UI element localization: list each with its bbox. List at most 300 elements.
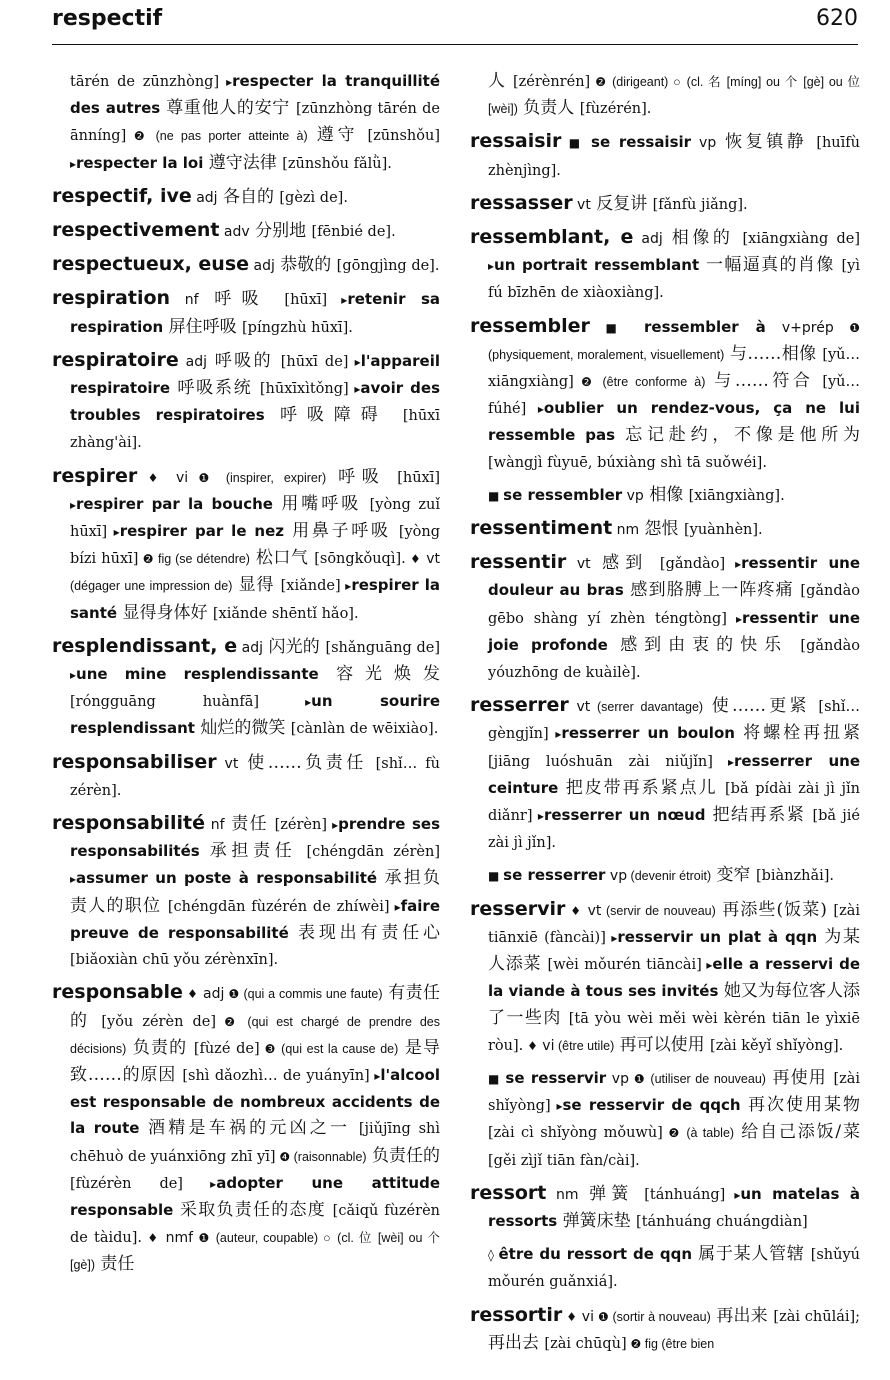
- usage-note: (raisonnable): [290, 1149, 367, 1164]
- grammar-label: vt: [421, 551, 441, 568]
- usage-note: (dégager une impression de): [70, 579, 233, 594]
- chinese-translation: 为某人添菜: [488, 926, 860, 975]
- pinyin: [tánhuáng chuángdiàn]: [636, 1213, 808, 1230]
- pinyin: [chéngdān zérèn]: [306, 844, 441, 861]
- grammar-label: vp: [691, 135, 717, 152]
- marker-symbol: ❷: [216, 1014, 240, 1029]
- pinyin: [biǎoxiàn chū yǒu zérènxīn].: [70, 952, 279, 969]
- page-number: 620: [816, 6, 858, 31]
- marker-symbol: ▸: [725, 557, 742, 572]
- pinyin: [bǎ pídài zài jì jǐn diǎnr]: [488, 780, 861, 825]
- marker-symbol: ▸: [182, 1176, 217, 1191]
- chinese-translation: 相像的: [662, 228, 743, 249]
- marker-symbol: ♦: [142, 1231, 160, 1246]
- chinese-translation: 再次使用某物: [740, 1095, 860, 1116]
- grammar-label: vt: [568, 699, 591, 716]
- dictionary-entry: [470, 862, 860, 889]
- example-phrase: retenir sa respiration: [70, 290, 440, 336]
- chinese-translation: 显得: [232, 575, 281, 596]
- dictionary-entry: [470, 549, 860, 686]
- pinyin: [bǎ jié zài jì jǐn].: [488, 808, 860, 852]
- marker-symbol: ▸: [389, 899, 401, 914]
- marker-symbol: ▸: [348, 382, 361, 397]
- chinese-translation: 一幅逼真的肖像: [699, 255, 842, 276]
- marker-symbol: ▸: [107, 525, 120, 540]
- grammar-label: vt: [572, 196, 591, 213]
- dictionary-entry: [470, 896, 860, 1059]
- marker-symbol: ▸: [726, 611, 743, 626]
- dictionary-entry: [470, 515, 860, 543]
- marker-symbol: ▸: [712, 754, 734, 769]
- dictionary-entry: [470, 128, 860, 183]
- marker-symbol: ❷: [662, 1126, 682, 1141]
- marker-symbol: ❶: [833, 320, 861, 335]
- marker-symbol: ▸: [605, 930, 618, 945]
- dictionary-entry: [470, 1065, 860, 1174]
- example-phrase: un portrait ressemblant: [494, 256, 700, 275]
- marker-symbol: ▸: [70, 156, 77, 171]
- marker-symbol: ♦: [182, 987, 199, 1002]
- chinese-translation: 相像: [643, 484, 689, 505]
- chinese-translation: 用嘴呼吸: [272, 493, 370, 514]
- grammar-label: v+prép: [765, 319, 834, 336]
- marker-symbol: ♦: [562, 1309, 578, 1324]
- marker-symbol: ❷: [590, 75, 608, 89]
- grammar-label: nf: [170, 292, 199, 309]
- chinese-translation: 恢复镇静: [716, 132, 817, 153]
- headword: resservir: [470, 897, 566, 920]
- pinyin: [yì fú bīzhēn de xiàoxiàng].: [488, 258, 861, 302]
- chinese-translation: 属于某人管辖: [692, 1244, 811, 1265]
- dictionary-entry: [52, 463, 440, 627]
- chinese-translation: 给自己添饭/菜: [734, 1122, 860, 1143]
- marker-symbol: ▸: [348, 354, 361, 369]
- chinese-translation: 弹簧床垫: [557, 1210, 637, 1231]
- pinyin: [jiǔjīng shì chēhuò de yuánxiōng zhī yī]: [70, 1121, 440, 1165]
- usage-note: (ne pas porter atteinte à): [148, 129, 308, 144]
- usage-note: (être conforme à): [595, 375, 706, 390]
- usage-note: (devenir étroit): [627, 869, 712, 884]
- chinese-translation: 酒精是车祸的元凶之一: [139, 1118, 359, 1139]
- pinyin: [wèi mǒurén tiāncài]: [547, 957, 702, 974]
- usage-note: fig (être bien: [641, 1336, 715, 1351]
- marker-symbol: ❷: [138, 552, 155, 567]
- example-phrase: respirer par la bouche: [76, 494, 273, 513]
- pinyin: [hūxī de]: [280, 353, 349, 370]
- marker-symbol: ♦: [405, 552, 422, 567]
- chinese-translation: 忘记赴约，不像是他所为: [615, 425, 861, 446]
- dictionary-entry: [470, 1241, 860, 1295]
- usage-note: (serrer davantage): [590, 700, 704, 715]
- chinese-translation: 再可以使用: [614, 1034, 711, 1055]
- marker-symbol: ❷: [626, 1336, 642, 1351]
- marker-symbol: ❷: [573, 375, 596, 390]
- usage-note: (inspirer, expirer): [215, 470, 327, 485]
- headword: resplendissant, e: [52, 634, 238, 657]
- chinese-translation: 承担负责人的职位: [70, 868, 440, 916]
- chinese-translation: 负责的: [126, 1037, 194, 1058]
- pinyin: [zài chūlái];: [773, 1308, 861, 1325]
- grammar-label: vt: [566, 556, 591, 573]
- pinyin: [cǎiqǔ fùzérèn de tàidu].: [70, 1202, 440, 1247]
- pinyin: [zài shǐyòng]: [488, 1070, 861, 1115]
- example-phrase: respecter la tranquillité des autres: [70, 72, 440, 118]
- pinyin: [biànzhǎi].: [755, 868, 835, 885]
- pinyin: [gǎndào yóuzhōng de kuàilè].: [488, 637, 860, 682]
- pinyin: [zérèn]: [274, 817, 327, 834]
- pinyin: [gǎndào gēbo shàng yí zhèn téngtòng]: [488, 583, 860, 627]
- marker-symbol: ▸: [488, 259, 495, 274]
- chinese-translation: 再出来: [710, 1305, 774, 1326]
- pinyin: [yǔ… fúhé]: [488, 374, 861, 418]
- marker-symbol: ❶: [628, 1071, 646, 1086]
- example-phrase: être du ressort de qqn: [498, 1245, 693, 1264]
- pinyin: [chéngdān fùzérén de zhíwèi]: [167, 898, 390, 915]
- dictionary-entry: [470, 1180, 860, 1235]
- chinese-translation: 分别地: [249, 221, 312, 242]
- marker-symbol: ■: [488, 488, 504, 503]
- grammar-label: nm: [612, 522, 640, 539]
- subentry-phrase: se ressaisir: [591, 133, 692, 152]
- pinyin: [sōngkǒuqì].: [314, 551, 406, 568]
- chinese-translation: 呼吸系统: [170, 378, 260, 399]
- chinese-translation: 呼吸的: [206, 350, 281, 371]
- guide-word: respectif: [52, 6, 163, 31]
- marker-symbol: ♦: [523, 1038, 538, 1053]
- usage-note: (utiliser de nouveau): [645, 1071, 766, 1086]
- pinyin: [tánhuáng]: [644, 1186, 726, 1203]
- pinyin: [fùzé de]: [193, 1040, 260, 1057]
- example-phrase: respirer par le nez: [119, 522, 285, 541]
- example-phrase: ressentir une douleur au bras: [488, 554, 861, 600]
- pinyin: [zūnshǒu]: [367, 128, 440, 145]
- usage-note: (physiquement, moralement, visuellement): [488, 347, 725, 362]
- example-phrase: resserrer un boulon: [561, 724, 735, 743]
- grammar-label: adj: [191, 189, 218, 206]
- pinyin: [cànlàn de wēixiào].: [290, 721, 439, 738]
- chinese-translation: 表现出有责任心: [288, 922, 440, 943]
- marker-symbol: ❸: [259, 1041, 277, 1056]
- example-phrase: une mine resplendissante: [76, 665, 319, 684]
- pinyin: [zài chūqù]: [544, 1335, 627, 1352]
- chinese-translation: 怨恨: [639, 519, 684, 540]
- marker-symbol: ♦: [565, 903, 583, 918]
- pinyin: [zūnshǒu fǎlǜ].: [282, 155, 392, 172]
- example-phrase: un matelas à ressorts: [488, 1184, 860, 1230]
- marker-symbol: ■: [488, 869, 504, 884]
- chinese-translation: 各自的: [217, 186, 280, 207]
- chinese-translation: 感到胳膊上一阵疼痛: [623, 580, 801, 601]
- pinyin: [shǐ… gèngjǐn]: [488, 699, 860, 743]
- dictionary-entry: [470, 692, 860, 856]
- grammar-label: vi: [577, 1308, 594, 1325]
- pinyin: [zūnzhòng tārén de ānníng]: [70, 101, 440, 145]
- grammar-label: nmf: [159, 1230, 194, 1247]
- marker-symbol: ▸: [340, 579, 352, 594]
- grammar-label: adj: [198, 986, 225, 1003]
- headword: ressasser: [470, 191, 573, 214]
- chinese-translation: 负责任的: [366, 1145, 440, 1166]
- pinyin: [fǎnfù jiǎng].: [652, 196, 748, 213]
- chinese-translation: 负责人: [517, 98, 580, 119]
- example-phrase: respecter la loi: [76, 153, 204, 172]
- chinese-translation: 显得身体好: [117, 602, 213, 623]
- marker-symbol: ▸: [369, 1068, 381, 1083]
- pinyin: [yòng zuǐ hūxī]: [70, 496, 440, 541]
- example-phrase: avoir des troubles respiratoires: [70, 379, 440, 425]
- grammar-label: vt: [216, 755, 239, 772]
- dictionary-entry: [52, 347, 440, 457]
- marker-symbol: ▸: [70, 668, 77, 683]
- pinyin: [yǔ… xiāngxiàng]: [488, 346, 860, 391]
- example-phrase: adopter une attitude responsable: [70, 1173, 440, 1219]
- pinyin: [fēnbié de].: [311, 224, 396, 241]
- pinyin: [gèzì de].: [279, 189, 348, 206]
- pinyin: tārén de zūnzhòng]: [70, 74, 220, 90]
- grammar-label: nf: [204, 817, 225, 834]
- marker-symbol: ▸: [70, 872, 77, 887]
- headword: respectueux, euse: [52, 253, 250, 276]
- marker-symbol: ♦: [137, 470, 165, 485]
- headword: ressembler: [470, 314, 590, 337]
- subentry-phrase: ressembler à: [644, 317, 766, 336]
- grammar-label: vp: [605, 868, 628, 885]
- example-phrase: respirer la santé: [70, 576, 440, 622]
- marker-symbol: ■: [589, 320, 644, 335]
- pinyin: [jiāng luóshuān zài niǔjǐn]: [488, 753, 713, 770]
- example-phrase: l'appareil respiratoire: [70, 351, 440, 398]
- pinyin: [hūxī]: [284, 292, 328, 309]
- usage-note: (qui est la cause de): [276, 1041, 399, 1056]
- page-header: [52, 4, 858, 45]
- usage-note: (qui a commis une faute): [239, 987, 383, 1002]
- chinese-translation: 使……负责任: [238, 752, 376, 773]
- headword: respiration: [52, 287, 171, 310]
- dictionary-entry: [470, 482, 860, 509]
- pinyin: [gǎndào]: [659, 556, 726, 573]
- pinyin: [xiǎnde]: [280, 578, 341, 595]
- subentry-phrase: se resservir: [505, 1068, 607, 1087]
- example-phrase: resserrer une ceinture: [488, 751, 860, 797]
- chinese-translation: 采取负责任的态度: [173, 1199, 333, 1220]
- chinese-translation: 责任: [224, 814, 275, 835]
- dictionary-entry: [52, 979, 440, 1278]
- example-phrase: prendre ses responsabilités: [70, 815, 440, 861]
- dictionary-entry: [52, 810, 440, 973]
- chinese-translation: 与……相像: [724, 343, 823, 364]
- left-column: [52, 68, 440, 1285]
- chinese-translation: 责任: [95, 1254, 135, 1275]
- grammar-label: adj: [633, 231, 663, 248]
- example-phrase: elle a resservi de la viande à tous ses invités: [488, 955, 860, 1001]
- marker-symbol: ▸: [326, 818, 339, 833]
- chinese-translation: 有责任的: [70, 983, 440, 1031]
- example-phrase: se resservir de qqch: [562, 1096, 741, 1115]
- chinese-translation: 承担责任: [199, 841, 307, 862]
- chinese-translation: 把结再系紧: [705, 805, 813, 826]
- grammar-label: vt: [582, 902, 602, 919]
- usage-note: (sortir à nouveau): [608, 1309, 711, 1324]
- chinese-translation: 再添些(饭菜): [715, 899, 834, 920]
- example-phrase: oublier un rendez-vous, ça ne lui ressemble pas: [488, 399, 860, 445]
- example-phrase: faire preuve de responsabilité: [70, 896, 441, 942]
- grammar-label: adj: [249, 258, 275, 275]
- chinese-translation: 再出去: [488, 1332, 545, 1353]
- headword: respiratoire: [52, 348, 179, 371]
- chinese-translation: 松口气: [249, 548, 315, 569]
- dictionary-entry: [470, 1302, 860, 1357]
- example-phrase: resservir un plat à qqn: [617, 927, 818, 946]
- marker-symbol: ■: [561, 136, 592, 151]
- chinese-translation: 将螺栓再扭紧: [734, 723, 861, 744]
- chinese-translation: 再使用: [765, 1067, 834, 1088]
- headword: responsabilité: [52, 812, 205, 835]
- pinyin: [wàngjì fùyuē, búxiàng shì tā suǒwéi].: [488, 454, 767, 471]
- pinyin: [róngguāng huànfā]: [70, 694, 260, 711]
- usage-note: fig (se détendre): [154, 552, 250, 567]
- dictionary-entry: [470, 313, 860, 476]
- chinese-translation: 与……符合: [705, 371, 823, 392]
- headword: responsable: [52, 981, 183, 1004]
- chinese-translation: 恭敬的: [274, 255, 337, 276]
- chinese-translation: 是导致……的原因: [70, 1037, 441, 1085]
- marker-symbol: ❶: [193, 1231, 211, 1246]
- example-phrase: assumer un poste à responsabilité: [76, 869, 378, 888]
- subentry-phrase: se ressembler: [503, 485, 623, 504]
- pinyin: [zài cì shǐyòng mǒuwù]: [488, 1125, 663, 1142]
- marker-symbol: ❶: [224, 987, 240, 1002]
- pinyin: [píngzhù hūxī].: [242, 319, 353, 336]
- right-column: [470, 68, 860, 1363]
- pinyin: [shǔyú mǒurén guǎnxiá].: [488, 1247, 861, 1291]
- pinyin: [yuànhèn].: [683, 522, 763, 539]
- chinese-translation: 呼吸: [198, 289, 285, 310]
- chinese-translation: 容光焕发: [318, 664, 441, 685]
- example-phrase: un sourire resplendissant: [70, 692, 441, 738]
- marker-symbol: ▸: [725, 1187, 741, 1202]
- marker-symbol: ◊: [488, 1248, 499, 1263]
- dictionary-entry: [470, 190, 860, 218]
- grammar-label: nm: [546, 1186, 579, 1203]
- marker-symbol: ❹: [275, 1149, 291, 1164]
- grammar-label: vp: [622, 487, 644, 504]
- grammar-label: vi: [164, 469, 189, 486]
- chinese-translation: 屏住呼吸: [163, 316, 243, 337]
- pinyin: [huīfù zhènjìng].: [488, 135, 860, 179]
- marker-symbol: ▸: [70, 497, 77, 512]
- headword: ressentiment: [470, 517, 613, 540]
- chinese-translation: 遵守法律: [203, 152, 283, 173]
- chinese-translation: 用鼻子呼吸: [284, 521, 399, 542]
- dictionary-entry: [52, 633, 440, 743]
- dictionary-entry: [52, 749, 440, 804]
- pinyin: [fùzérén].: [579, 101, 652, 118]
- headword: respirer: [52, 464, 138, 487]
- pinyin: [hūxī]: [397, 469, 441, 486]
- pinyin: [yòng bízi hūxī]: [70, 524, 441, 568]
- pinyin: [hūxīxìtǒng]: [259, 381, 349, 398]
- marker-symbol: ❷: [126, 129, 149, 144]
- pinyin: [hūxī zhàng'ài].: [70, 408, 440, 452]
- pinyin: [zài kěyǐ shǐyòng].: [710, 1037, 844, 1054]
- pinyin: [shǎnguāng de]: [325, 639, 440, 656]
- headword: responsabiliser: [52, 750, 217, 773]
- example-phrase: ressentir une joie profonde: [488, 608, 860, 654]
- dictionary-entry: [52, 251, 440, 279]
- marker-symbol: ▸: [548, 727, 562, 742]
- headword: resserrer: [470, 694, 569, 717]
- pinyin: [shì dǎozhì… de yuányīn]: [182, 1067, 370, 1084]
- pinyin: [zérènrén]: [512, 74, 591, 90]
- chinese-translation: 把皮带再系紧点儿: [558, 777, 726, 798]
- headword: respectif, ive: [52, 184, 192, 207]
- marker-symbol: ❶: [593, 1309, 609, 1324]
- chinese-translation: 尊重他人的安宁: [160, 98, 296, 119]
- marker-symbol: ▸: [526, 402, 544, 417]
- pinyin: [xiāngxiàng de]: [742, 231, 861, 248]
- headword: ressemblant, e: [470, 226, 634, 249]
- chinese-translation: 灿烂的微笑: [194, 718, 291, 739]
- grammar-label: vi: [537, 1037, 555, 1054]
- marker-symbol: ▸: [550, 1099, 563, 1114]
- marker-symbol: ❶: [188, 470, 216, 485]
- marker-symbol: ■: [488, 1071, 506, 1086]
- example-phrase: resserrer un nœud: [543, 806, 706, 825]
- chinese-translation: 感到: [590, 553, 660, 574]
- marker-symbol: ▸: [219, 75, 233, 89]
- usage-note: (qui est chargé de prendre des décisions): [70, 1014, 440, 1056]
- pinyin: [tā yòu wèi měi wèi kèrén tiān le yìxiē ròu].: [488, 1010, 861, 1054]
- dictionary-entry: [470, 224, 860, 307]
- marker-symbol: ▸: [259, 695, 312, 710]
- chinese-translation: 闪光的: [263, 636, 326, 657]
- headword: respectivement: [52, 219, 220, 242]
- marker-symbol: ▸: [327, 293, 348, 308]
- grammar-label: adj: [178, 353, 207, 370]
- pinyin: [fùzérèn de]: [70, 1175, 183, 1192]
- dictionary-entry: [470, 68, 860, 122]
- subentry-phrase: se resserrer: [503, 866, 606, 885]
- dictionary-entry: [52, 217, 440, 245]
- pinyin: [gěi zìjǐ tiān fàn/cài].: [488, 1152, 640, 1169]
- dictionary-entry: [52, 183, 440, 211]
- pinyin: [shǐ… fù zérèn].: [70, 755, 441, 799]
- pinyin: [xiāngxiàng].: [688, 487, 785, 504]
- headword: ressentir: [470, 551, 567, 574]
- chinese-translation: 变窄: [711, 865, 756, 886]
- chinese-translation: 感到由衷的快乐: [607, 634, 801, 655]
- headword: ressort: [470, 1181, 547, 1204]
- chinese-translation: 弹簧: [578, 1183, 645, 1204]
- usage-note: (auteur, coupable) ○ (cl. 位 [wèi] ou 个 [gè]): [70, 1231, 441, 1273]
- pinyin: [xiǎnde shēntǐ hǎo].: [212, 605, 359, 622]
- usage-note: (dirigeant) ○ (cl. 名 [míng] ou 个 [gè] ou 位 [wèi]): [488, 75, 860, 117]
- marker-symbol: ▸: [532, 809, 544, 824]
- headword: ressaisir: [470, 130, 562, 153]
- pinyin: [yǒu zérèn de]: [101, 1013, 216, 1030]
- pinyin: [zài tiānxiē (fàncài)]: [488, 902, 860, 946]
- example-phrase: l'alcool est responsable de nombreux accidents de la route: [70, 1065, 441, 1138]
- chinese-translation: 反复讲: [590, 193, 653, 214]
- grammar-label: adv: [219, 224, 250, 241]
- chinese-translation: 人: [488, 71, 513, 91]
- dictionary-entry: [52, 68, 440, 177]
- chinese-translation: 呼吸: [326, 466, 398, 487]
- dictionary-entry: [52, 285, 440, 340]
- usage-note: (servir de nouveau): [601, 903, 716, 918]
- usage-note: (être utile): [554, 1038, 615, 1053]
- chinese-translation: 她又为每位客人添了一些肉: [488, 981, 860, 1028]
